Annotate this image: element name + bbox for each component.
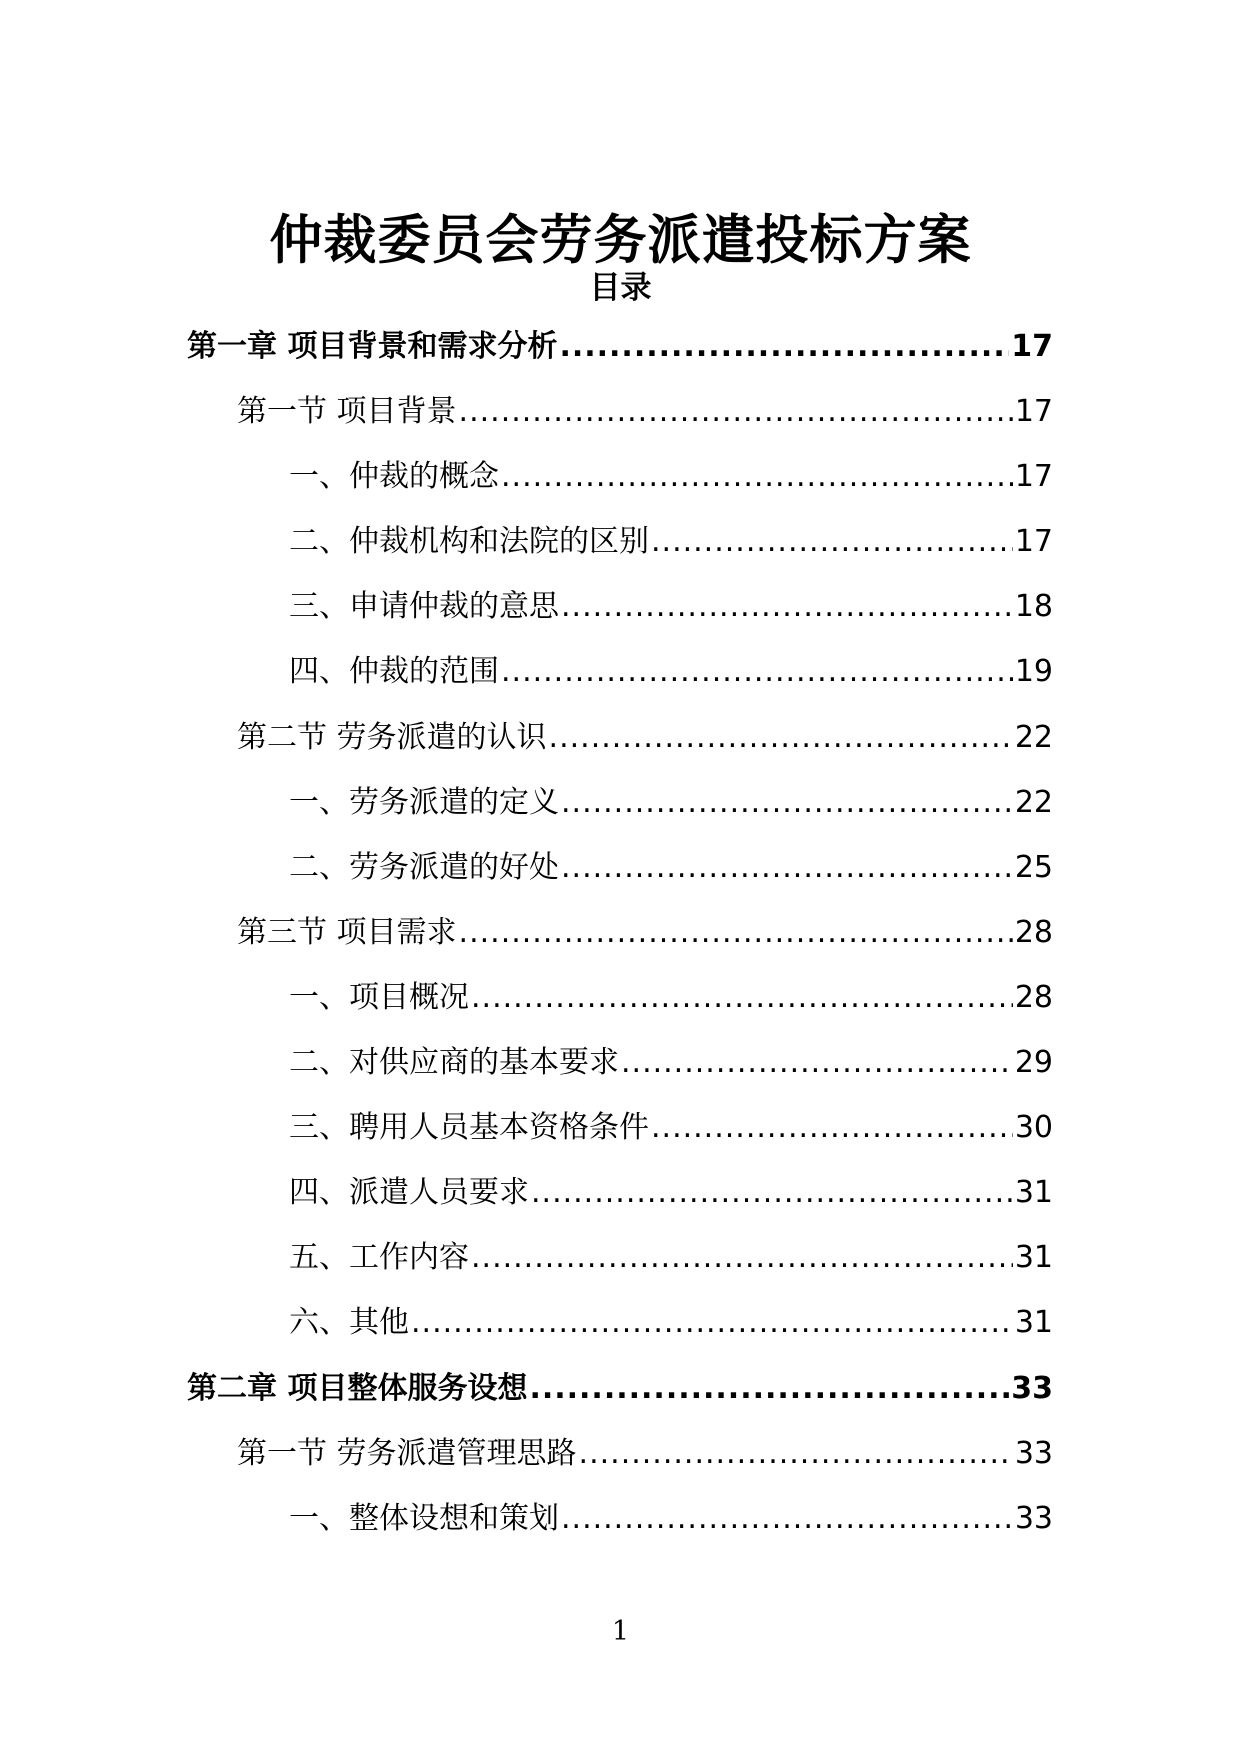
toc-dot-leader	[651, 518, 1013, 566]
page-number: 1	[611, 1616, 630, 1647]
document-title: 仲裁委员会劳务派遣投标方案	[269, 209, 972, 271]
toc-dot-leader	[561, 1495, 1013, 1543]
toc-dot-leader	[651, 1104, 1013, 1152]
toc-entry[interactable]	[187, 1299, 1053, 1364]
toc-entry[interactable]	[187, 779, 1053, 844]
toc-dot-leader	[459, 388, 1013, 436]
toc-entry[interactable]	[187, 453, 1053, 518]
toc-entry-text: 第一章 项目背景和需求分析	[187, 329, 558, 364]
toc-entry-page: 22	[1014, 719, 1053, 755]
toc-entry-text: 第一节 项目背景	[237, 394, 457, 430]
toc-entry-text: 一、整体设想和策划	[289, 1500, 559, 1536]
toc-entry-page: 31	[1014, 1175, 1053, 1211]
toc-dot-leader	[471, 1234, 1013, 1282]
toc-entry[interactable]	[187, 388, 1053, 453]
toc-entry[interactable]	[187, 1495, 1053, 1560]
toc-entry[interactable]	[187, 1365, 1053, 1430]
toc-entry-text: 二、对供应商的基本要求	[289, 1045, 619, 1081]
toc-dot-leader	[501, 648, 1013, 696]
toc-entry-text: 一、劳务派遣的定义	[289, 784, 559, 820]
toc-entry-text: 第二章 项目整体服务设想	[187, 1370, 528, 1406]
toc-entry-text: 四、仲裁的范围	[289, 654, 499, 690]
toc-entry[interactable]	[187, 1039, 1053, 1104]
toc-entry-text: 第一节 劳务派遣管理思路	[237, 1435, 577, 1471]
toc-heading: 目录	[589, 270, 652, 306]
toc-entry-page: 18	[1014, 589, 1053, 625]
toc-entry-page: 30	[1014, 1110, 1053, 1146]
toc-dot-leader	[411, 1299, 1013, 1347]
toc-entry[interactable]	[187, 518, 1053, 583]
toc-dot-leader	[531, 1169, 1013, 1217]
toc-entry-text: 二、仲裁机构和法院的区别	[289, 524, 649, 560]
toc-entry-text: 六、其他	[289, 1305, 409, 1341]
toc-entry-page: 28	[1014, 979, 1053, 1015]
toc-dot-leader	[549, 714, 1013, 762]
toc-entry-page: 17	[1014, 394, 1053, 430]
toc-dot-leader	[621, 1039, 1013, 1087]
toc-entry-page: 33	[1014, 1435, 1053, 1471]
toc-dot-leader	[501, 453, 1013, 501]
toc-entry-page: 17	[1014, 459, 1053, 495]
toc-entry[interactable]	[187, 1169, 1053, 1234]
toc-entry-text: 三、申请仲裁的意思	[289, 589, 559, 625]
toc-entry-text: 三、聘用人员基本资格条件	[289, 1110, 649, 1146]
toc-entry-page: 31	[1014, 1240, 1053, 1276]
toc-dot-leader	[561, 583, 1013, 631]
toc-dot-leader	[529, 1365, 1009, 1413]
toc-entry-text: 第三节 项目需求	[237, 914, 457, 950]
table-of-contents	[187, 323, 1053, 1560]
toc-dot-leader	[579, 1430, 1013, 1478]
toc-entry-text: 五、工作内容	[289, 1240, 469, 1276]
toc-entry-text: 二、劳务派遣的好处	[289, 849, 559, 885]
toc-dot-leader	[561, 779, 1013, 827]
toc-entry-text: 第二节 劳务派遣的认识	[237, 719, 547, 755]
toc-entry[interactable]	[187, 909, 1053, 974]
toc-dot-leader	[459, 909, 1013, 957]
toc-dot-leader	[559, 323, 1009, 371]
toc-entry-text: 一、仲裁的概念	[289, 459, 499, 495]
toc-entry-page: 33	[1011, 1370, 1053, 1406]
toc-entry-page: 19	[1014, 654, 1053, 690]
toc-entry[interactable]	[187, 1430, 1053, 1495]
toc-entry-page: 25	[1014, 849, 1053, 885]
toc-entry[interactable]	[187, 648, 1053, 713]
toc-entry[interactable]	[187, 1104, 1053, 1169]
toc-dot-leader	[471, 974, 1013, 1022]
toc-entry[interactable]	[187, 974, 1053, 1039]
toc-entry-page: 17	[1011, 329, 1053, 364]
toc-entry-text: 四、派遣人员要求	[289, 1175, 529, 1211]
toc-entry-text: 一、项目概况	[289, 979, 469, 1015]
toc-entry[interactable]	[187, 844, 1053, 909]
toc-entry[interactable]	[187, 583, 1053, 648]
toc-entry-page: 29	[1014, 1045, 1053, 1081]
toc-entry-page: 33	[1014, 1500, 1053, 1536]
toc-entry-page: 28	[1014, 914, 1053, 950]
toc-entry-page: 22	[1014, 784, 1053, 820]
toc-entry[interactable]	[187, 323, 1053, 388]
toc-entry-page: 17	[1014, 524, 1053, 560]
toc-dot-leader	[561, 844, 1013, 892]
toc-entry[interactable]	[187, 714, 1053, 779]
toc-entry[interactable]	[187, 1234, 1053, 1299]
toc-entry-page: 31	[1014, 1305, 1053, 1341]
